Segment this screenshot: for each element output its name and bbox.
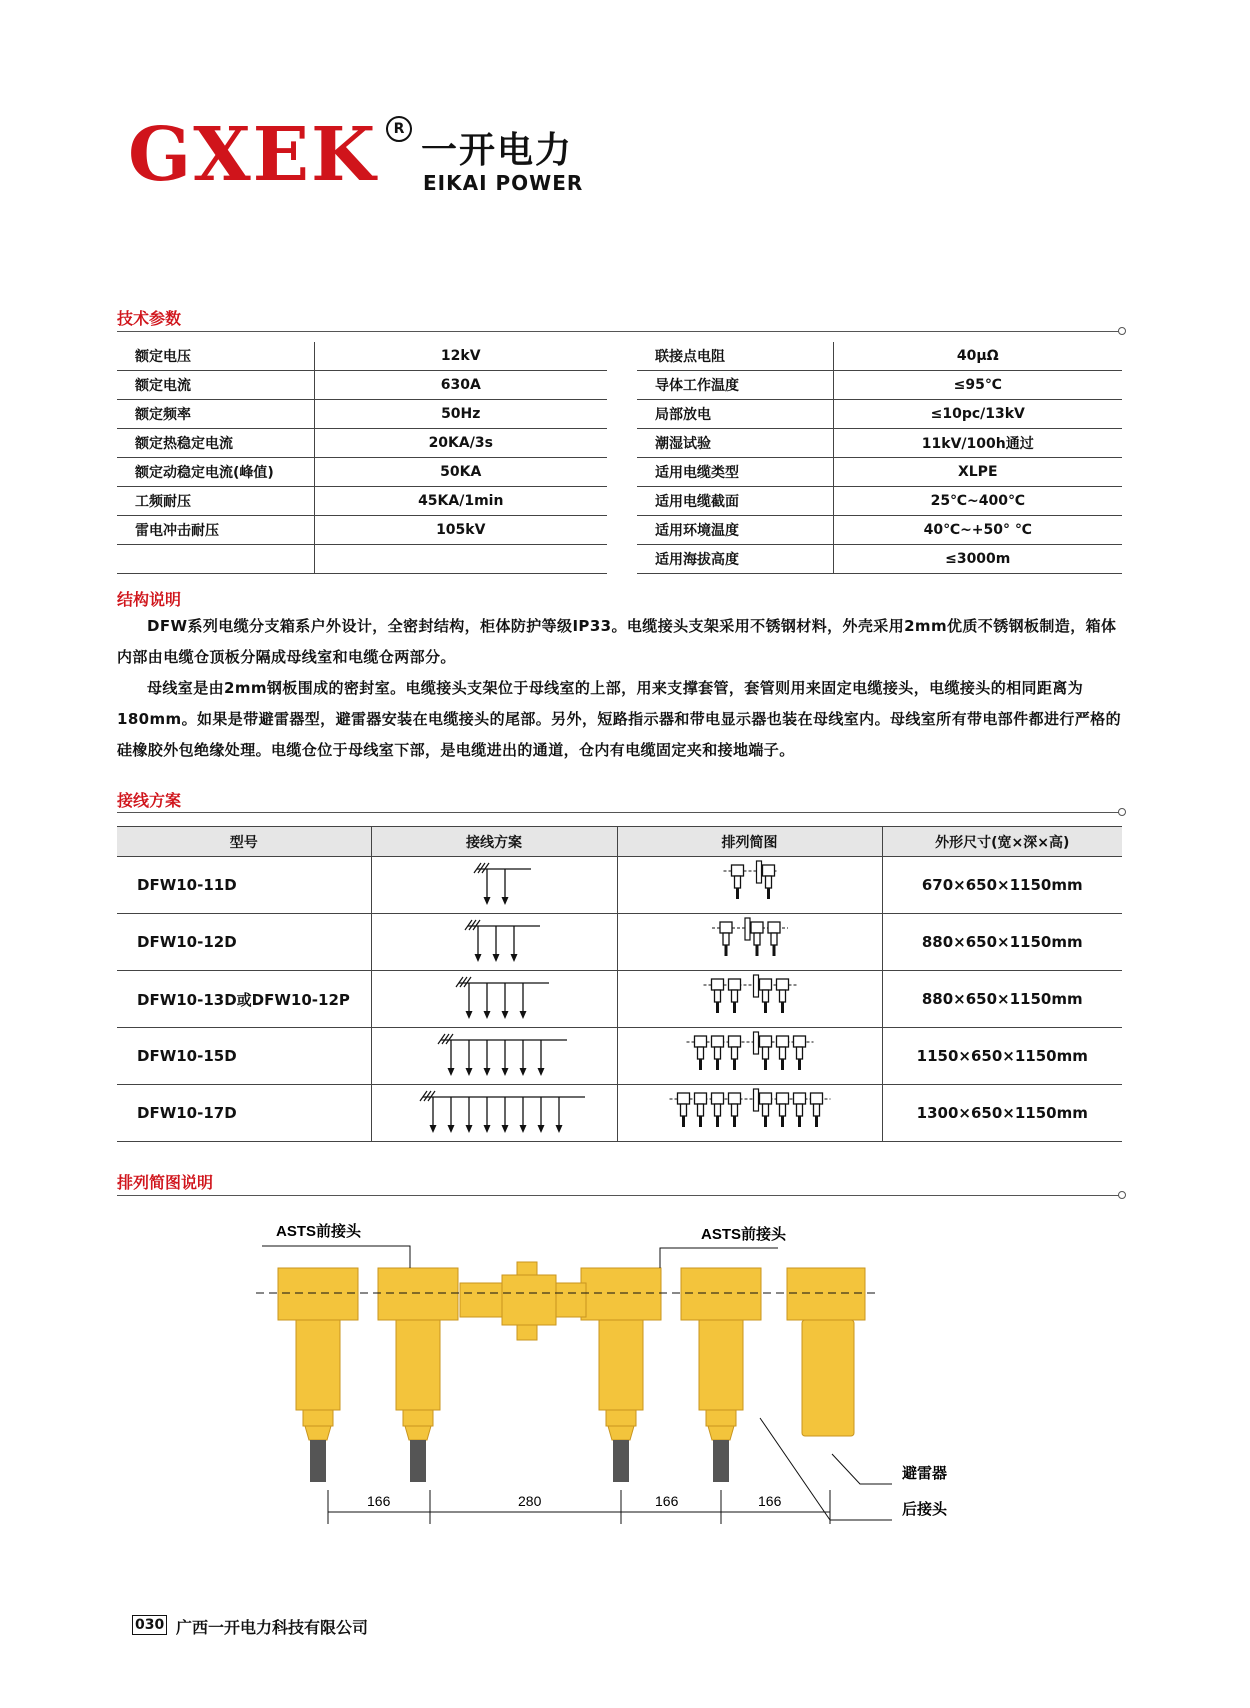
table-row [117, 1028, 1122, 1085]
param-label: 适用电缆截面 [637, 487, 833, 516]
connector-taper [405, 1426, 431, 1440]
layout-cell [617, 1085, 882, 1142]
param-value: 50KA [314, 458, 607, 487]
param-label: 适用环境温度 [637, 516, 833, 545]
param-value: 45KA/1min [314, 487, 607, 516]
section-title-tech-params: 技术参数 [117, 309, 182, 328]
bushing-body [502, 1275, 556, 1325]
param-value: 25℃~400℃ [833, 487, 1122, 516]
param-row [117, 400, 607, 429]
registered-mark: R [386, 116, 412, 142]
scheme-cell [371, 1085, 617, 1142]
connector-body [699, 1320, 743, 1410]
param-label: 适用海拔高度 [637, 545, 833, 574]
col-header-model: 型号 [117, 827, 371, 857]
param-row [117, 545, 607, 574]
cable-stub [713, 1440, 729, 1482]
param-label: 额定热稳定电流 [117, 429, 314, 458]
param-label: 工频耐压 [117, 487, 314, 516]
section-title-diagram: 排列简图说明 [117, 1173, 214, 1192]
label-rear-connector: 后接头 [902, 1501, 948, 1518]
param-row [637, 371, 1122, 400]
cable-stub [410, 1440, 426, 1482]
connector-taper [305, 1426, 331, 1440]
wiring-scheme-diagram [374, 1085, 614, 1137]
col-header-layout: 排列简图 [617, 827, 882, 857]
param-value: 40μΩ [833, 342, 1122, 371]
model-cell: DFW10-11D [117, 857, 371, 914]
layout-diagram [0, 1200, 1250, 1540]
dimension-label: 166 [758, 1493, 782, 1509]
connector-neck [606, 1410, 636, 1426]
param-value: 40℃~+50° ℃ [833, 516, 1122, 545]
logo-gxek: GXEK [128, 112, 378, 198]
company-name: 广西一开电力科技有限公司 [176, 1618, 369, 1637]
param-value: 11kV/100h通过 [833, 429, 1122, 458]
param-value: ≤95℃ [833, 371, 1122, 400]
layout-sketch [620, 1028, 880, 1080]
param-label: 联接点电阻 [637, 342, 833, 371]
layout-sketch [620, 914, 880, 966]
model-cell: DFW10-12D [117, 914, 371, 971]
scheme-cell [371, 971, 617, 1028]
section-title-structure: 结构说明 [117, 590, 182, 609]
connector-neck [403, 1410, 433, 1426]
param-row [637, 487, 1122, 516]
param-label: 额定电流 [117, 371, 314, 400]
param-row [637, 429, 1122, 458]
col-header-scheme: 接线方案 [371, 827, 617, 857]
param-value: 50Hz [314, 400, 607, 429]
param-row [117, 429, 607, 458]
wiring-table [117, 826, 1122, 1142]
layout-cell [617, 1028, 882, 1085]
param-value: 630A [314, 371, 607, 400]
param-value: ≤3000m [833, 545, 1122, 574]
connector-taper [708, 1426, 734, 1440]
divider-end-dot [1118, 1191, 1126, 1199]
cable-stub [613, 1440, 629, 1482]
leader-line [832, 1454, 892, 1484]
divider-end-dot [1118, 808, 1126, 816]
size-cell: 1150×650×1150mm [882, 1028, 1122, 1085]
scheme-cell [371, 857, 617, 914]
connector-body [296, 1320, 340, 1410]
connector-neck [706, 1410, 736, 1426]
structure-paragraph-1: DFW系列电缆分支箱系户外设计，全密封结构，柜体防护等级IP33。电缆接头支架采用不锈钢材料，外壳采用2mm优质不锈钢板制造，箱体内部由电缆仓顶板分隔成母线室和电缆仓两部分。 [117, 617, 1117, 666]
size-cell: 880×650×1150mm [882, 971, 1122, 1028]
connector-taper [608, 1426, 634, 1440]
param-value: 105kV [314, 516, 607, 545]
param-label [117, 545, 314, 574]
param-label: 适用电缆类型 [637, 458, 833, 487]
param-row [637, 545, 1122, 574]
dimension-label: 166 [655, 1493, 679, 1509]
param-label: 额定动稳定电流(峰值) [117, 458, 314, 487]
size-cell: 670×650×1150mm [882, 857, 1122, 914]
layout-sketch [620, 857, 880, 909]
cable-stub [310, 1440, 326, 1482]
dimension-label: 280 [518, 1493, 542, 1509]
scheme-cell [371, 914, 617, 971]
param-row [637, 400, 1122, 429]
param-row [637, 342, 1122, 371]
table-row [117, 1085, 1122, 1142]
scheme-cell [371, 1028, 617, 1085]
param-label: 导体工作温度 [637, 371, 833, 400]
param-value: XLPE [833, 458, 1122, 487]
param-value: ≤10pc/13kV [833, 400, 1122, 429]
param-row [117, 371, 607, 400]
param-row [117, 516, 607, 545]
wiring-scheme-diagram [374, 1028, 614, 1080]
bushing-link [460, 1283, 502, 1317]
brand-name-en: EIKAI POWER [423, 171, 584, 195]
section-title-wiring: 接线方案 [117, 791, 182, 810]
connector-head [378, 1268, 458, 1320]
section-divider [117, 1195, 1122, 1196]
layout-sketch [620, 1085, 880, 1137]
param-label: 局部放电 [637, 400, 833, 429]
tech-params-table-left [117, 342, 607, 574]
wiring-scheme-diagram [374, 971, 614, 1023]
col-header-size: 外形尺寸(宽×深×高) [882, 827, 1122, 857]
brand-name-cn: 一开电力 [421, 130, 574, 171]
connector-head [681, 1268, 761, 1320]
param-row [117, 342, 607, 371]
section-divider [117, 812, 1122, 813]
page-number: 030 [132, 1615, 167, 1635]
connector-head [278, 1268, 358, 1320]
leader-line [660, 1248, 778, 1268]
connector-body [599, 1320, 643, 1410]
arrester-head [787, 1268, 865, 1320]
section-divider [117, 331, 1122, 332]
structure-description [117, 611, 1122, 766]
wiring-scheme-diagram [374, 914, 614, 966]
param-row [637, 516, 1122, 545]
size-cell: 1300×650×1150mm [882, 1085, 1122, 1142]
tech-params-table-right [637, 342, 1122, 574]
param-label: 雷电冲击耐压 [117, 516, 314, 545]
param-row [637, 458, 1122, 487]
param-value: 12kV [314, 342, 607, 371]
layout-cell [617, 857, 882, 914]
label-arrester: 避雷器 [902, 1465, 948, 1482]
model-cell: DFW10-13D或DFW10-12P [117, 971, 371, 1028]
table-row [117, 857, 1122, 914]
label-front-connector-1: ASTS前接头 [276, 1223, 362, 1240]
arrester-body [802, 1320, 854, 1436]
table-row [117, 971, 1122, 1028]
model-cell: DFW10-17D [117, 1085, 371, 1142]
param-value [314, 545, 607, 574]
connector-head [581, 1268, 661, 1320]
param-value: 20KA/3s [314, 429, 607, 458]
size-cell: 880×650×1150mm [882, 914, 1122, 971]
wiring-scheme-diagram [374, 857, 614, 909]
param-row [117, 458, 607, 487]
connector-body [396, 1320, 440, 1410]
label-front-connector-2: ASTS前接头 [701, 1226, 787, 1243]
layout-sketch [620, 971, 880, 1023]
connector-neck [303, 1410, 333, 1426]
divider-end-dot [1118, 327, 1126, 335]
layout-cell [617, 914, 882, 971]
leader-line [262, 1246, 410, 1268]
layout-cell [617, 971, 882, 1028]
structure-paragraph-2: 母线室是由2mm钢板围成的密封室。电缆接头支架位于母线室的上部，用来支撑套管，套管则用来固定电缆接头，电缆接头的相同距离为180mm。如果是带避雷器型，避雷器安装在电缆接头的尾部。另外，短路指示器和带电显示器也装在母线室内。母线室所有带电部件都进行严格的硅橡胶外包绝缘处理。电缆仓位于母线室下部，是电缆进出的通道，仓内有电缆固定夹和接地端子。 [117, 679, 1121, 759]
param-row [117, 487, 607, 516]
model-cell: DFW10-15D [117, 1028, 371, 1085]
bushing-link [556, 1283, 586, 1317]
param-label: 潮湿试验 [637, 429, 833, 458]
dimension-label: 166 [367, 1493, 391, 1509]
table-row [117, 914, 1122, 971]
param-label: 额定频率 [117, 400, 314, 429]
param-label: 额定电压 [117, 342, 314, 371]
